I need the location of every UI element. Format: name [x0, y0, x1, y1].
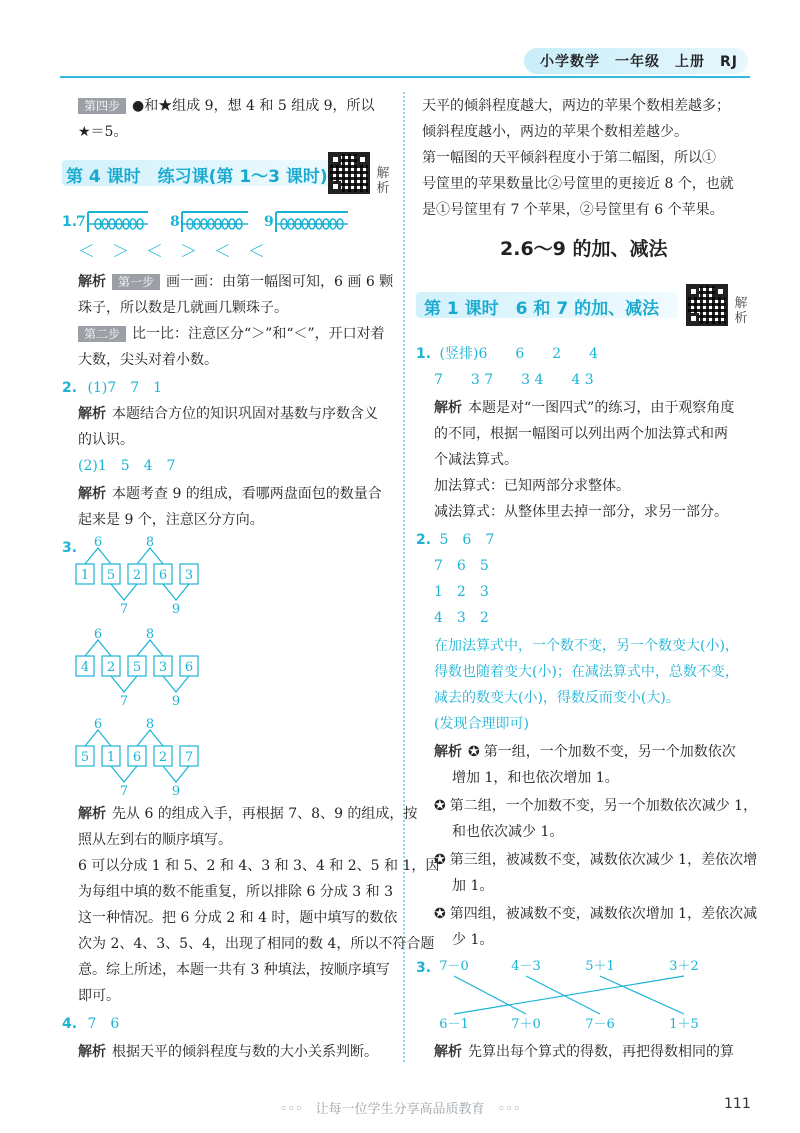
matching-diagram: [430, 954, 720, 1034]
analysis-text: 先算出每个算式的得数，再把得数相同的算: [468, 1044, 734, 1060]
r-q1-answer-2: 7 3 7 3 4 4 3: [434, 372, 594, 388]
lesson1-title: 第 1 课时 6 和 7 的加、减法: [424, 299, 660, 319]
top-number: 8: [145, 717, 155, 732]
r-q2-finding: 减去的数变大(小)，得数反而变小(大)。: [434, 690, 680, 706]
analysis-label: 解析: [78, 274, 106, 290]
analysis-label: 解析: [434, 1044, 462, 1060]
abacus-2: [170, 212, 248, 232]
analysis-text: 画一画：由第一幅图可知，6 画 6 颗: [166, 274, 394, 290]
box-number: 2: [106, 660, 116, 675]
analysis-label: 解析: [78, 806, 106, 822]
box-number: 2: [132, 568, 142, 583]
analysis-text: 的认识。: [78, 432, 134, 448]
analysis-text: 意。综上所述，本题一共有 3 种填法，按顺序填写: [78, 962, 390, 978]
analysis-text: 起来是 9 个，注意区分方向。: [78, 512, 264, 528]
box-number: 3: [184, 568, 194, 583]
analysis-text: 次为 2、4、3、5、4，出现了相同的数 4，所以不符合题: [78, 936, 435, 952]
q1-signs: ＜ ＞ ＜ ＞ ＜ ＜: [78, 242, 265, 262]
analysis-text: 这一种情况。把 6 分成 2 和 4 时，题中填写的数依: [78, 910, 398, 926]
r-q2-row: 7 6 5: [434, 558, 489, 574]
qr-label: 解析: [376, 166, 390, 196]
composition-diagram-1: [70, 534, 210, 614]
analysis-text: 的不同，根据一幅图可以列出两个加法算式和两: [434, 426, 728, 442]
analysis-text: 6 可以分成 1 和 5、2 和 4、3 和 3、4 和 2、5 和 1，因: [78, 858, 440, 874]
analysis-text: 少 1。: [452, 932, 494, 948]
top-expression: 3＋2: [669, 959, 699, 974]
r-q2-row: 1 2 3: [434, 584, 489, 600]
bottom-number: 7: [119, 784, 129, 796]
q2-answer-2: (2)1 5 4 7: [78, 458, 176, 474]
q3-number: 3.: [62, 540, 78, 556]
top-expression: 7－0: [439, 959, 469, 974]
r-q2-finding: 得数也随着变大(小)；在减法算式中，总数不变，: [434, 664, 739, 680]
box-number: 3: [158, 660, 168, 675]
header-rule: [60, 76, 750, 78]
box-number: 5: [106, 568, 116, 583]
top-expression: 4－3: [511, 959, 541, 974]
composition-diagram-2: [70, 626, 210, 706]
r-q1-number: 1.: [416, 346, 432, 362]
bottom-number: 9: [171, 602, 181, 614]
analysis-text: 本题结合方位的知识巩固对基数与序数含义: [112, 406, 378, 422]
analysis-text: 天平的倾斜程度越大，两边的苹果个数相差越多；: [422, 98, 730, 114]
bottom-number: 9: [171, 694, 181, 706]
abacus-label: 8: [170, 214, 180, 230]
analysis-label: 解析: [78, 486, 106, 502]
analysis-text: 第四组，被减数不变，减数依次增加 1，差依次减: [449, 906, 758, 922]
analysis-label: 解析: [434, 744, 462, 760]
bottom-number: 7: [119, 694, 129, 706]
analysis-text: 本题考查 9 的组成，看哪两盘面包的数量合: [112, 486, 382, 502]
bullet-icon: ✪: [468, 744, 480, 760]
analysis-label: 解析: [78, 1044, 106, 1060]
top-number: 6: [93, 535, 103, 550]
bottom-expression: 6－1: [439, 1017, 469, 1032]
qr-label: 解析: [734, 296, 748, 326]
box-number: 1: [80, 568, 90, 583]
box-number: 5: [80, 750, 90, 765]
step-badge: 第二步: [78, 326, 126, 342]
step4-block: [78, 96, 375, 116]
box-number: 6: [158, 568, 168, 583]
step-badge: 第一步: [112, 274, 160, 290]
qr-code-icon[interactable]: [686, 284, 728, 326]
top-number: 8: [145, 627, 155, 642]
analysis-text: 比一比：注意区分“＞”和“＜”，开口对着: [132, 326, 385, 342]
top-number: 8: [145, 535, 155, 550]
bottom-number: 9: [171, 784, 181, 796]
bullet-icon: ✪: [434, 798, 446, 814]
section-title: 2.6～9 的加、减法: [500, 238, 668, 260]
analysis-text: 本题是对“一图四式”的练习，由于观察角度: [468, 400, 735, 416]
header-title: 小学数学 一年级 上册 RJ: [540, 54, 738, 70]
footer-slogan: ◦◦◦ 让每一位学生分享高品质教育 ◦◦◦: [279, 1102, 521, 1117]
bottom-expression: 1＋5: [669, 1017, 699, 1032]
r-q3-number: 3.: [416, 960, 432, 976]
abacus-label: 9: [264, 214, 274, 230]
box-number: 5: [132, 660, 142, 675]
column-divider: [403, 92, 405, 1062]
analysis-text: 根据天平的倾斜程度与数的大小关系判断。: [112, 1044, 378, 1060]
analysis-text: 个减法算式。: [434, 452, 518, 468]
r-q2-number: 2.: [416, 532, 432, 548]
analysis-text: 第二组，一个加数不变，另一个加数依次减少 1，: [449, 798, 758, 814]
top-expression: 5＋1: [585, 959, 615, 974]
analysis-text: 第一组，一个加数不变，另一个加数依次: [483, 744, 736, 760]
step4-text-2: ★＝5。: [78, 124, 128, 140]
r-q2-row: 4 3 2: [434, 610, 489, 626]
box-number: 6: [132, 750, 142, 765]
qr-code-icon[interactable]: [328, 152, 370, 194]
analysis-text: 是①号筐里有 7 个苹果，②号筐里有 6 个苹果。: [422, 202, 724, 218]
analysis-text: 即可。: [78, 988, 120, 1004]
q4-answer: 7 6: [87, 1016, 120, 1032]
r-q2-finding-note: (发现合理即可): [434, 716, 529, 732]
bullet-icon: ✪: [434, 906, 446, 922]
box-number: 2: [158, 750, 168, 765]
analysis-text: 号筐里的苹果数量比②号筐里的更接近 8 个，也就: [422, 176, 734, 192]
top-number: 6: [93, 627, 103, 642]
analysis-label: 解析: [78, 406, 106, 422]
analysis-text: 和也依次减少 1。: [452, 824, 564, 840]
r-q2-finding: 在加法算式中，一个数不变，另一个数变大(小)，: [434, 638, 739, 654]
q2-number: 2.: [62, 380, 78, 396]
analysis-text: 第三组，被减数不变，减数依次减少 1，差依次增: [449, 852, 758, 868]
box-number: 1: [106, 750, 116, 765]
lesson4-title: 第 4 课时 练习课(第 1～3 课时): [66, 167, 328, 187]
analysis-text: 减法算式：从整体里去掉一部分，求另一部分。: [434, 504, 728, 520]
q4-number: 4.: [62, 1016, 78, 1032]
composition-diagram-3: [70, 716, 210, 796]
r-q2-row: 5 6 7: [439, 532, 495, 548]
analysis-text: 倾斜程度越小，两边的苹果个数相差越少。: [422, 124, 688, 140]
r-q1-answer-1: (竖排)6 6 2 4: [439, 346, 599, 362]
box-number: 4: [80, 660, 90, 675]
q2-answer-1: (1)7 7 1: [87, 380, 163, 396]
analysis-text: 先从 6 的组成入手，再根据 7、8、9 的组成，按: [112, 806, 418, 822]
top-number: 6: [93, 717, 103, 732]
bottom-expression: 7＋0: [511, 1017, 541, 1032]
abacus-row: [76, 206, 376, 236]
step4-text: ●和★组成 9，想 4 和 5 组成 9，所以: [132, 98, 375, 114]
analysis-text: 为每组中填的数不能重复，所以排除 6 分成 3 和 3: [78, 884, 393, 900]
abacus-label: 7: [76, 214, 86, 230]
abacus-3: [264, 212, 348, 232]
bullet-icon: ✪: [434, 852, 446, 868]
abacus-1: [76, 212, 148, 232]
box-number: 7: [184, 750, 194, 765]
bottom-expression: 7－6: [585, 1017, 615, 1032]
analysis-text: 大数，尖头对着小数。: [78, 352, 218, 368]
q1-number: 1.: [62, 214, 78, 230]
analysis-text: 加 1。: [452, 878, 494, 894]
page-number: 111: [724, 1096, 751, 1112]
analysis-text: 第一幅图的天平倾斜程度小于第二幅图，所以①: [422, 150, 716, 166]
analysis-text: 加法算式：已知两部分求整体。: [434, 478, 630, 494]
analysis-text: 珠子，所以数是几就画几颗珠子。: [78, 300, 288, 316]
analysis-text: 增加 1，和也依次增加 1。: [452, 770, 619, 786]
box-number: 6: [184, 660, 194, 675]
analysis-text: 照从左到右的顺序填写。: [78, 832, 232, 848]
bottom-number: 7: [119, 602, 129, 614]
step-badge: 第四步: [78, 98, 126, 114]
analysis-label: 解析: [434, 400, 462, 416]
